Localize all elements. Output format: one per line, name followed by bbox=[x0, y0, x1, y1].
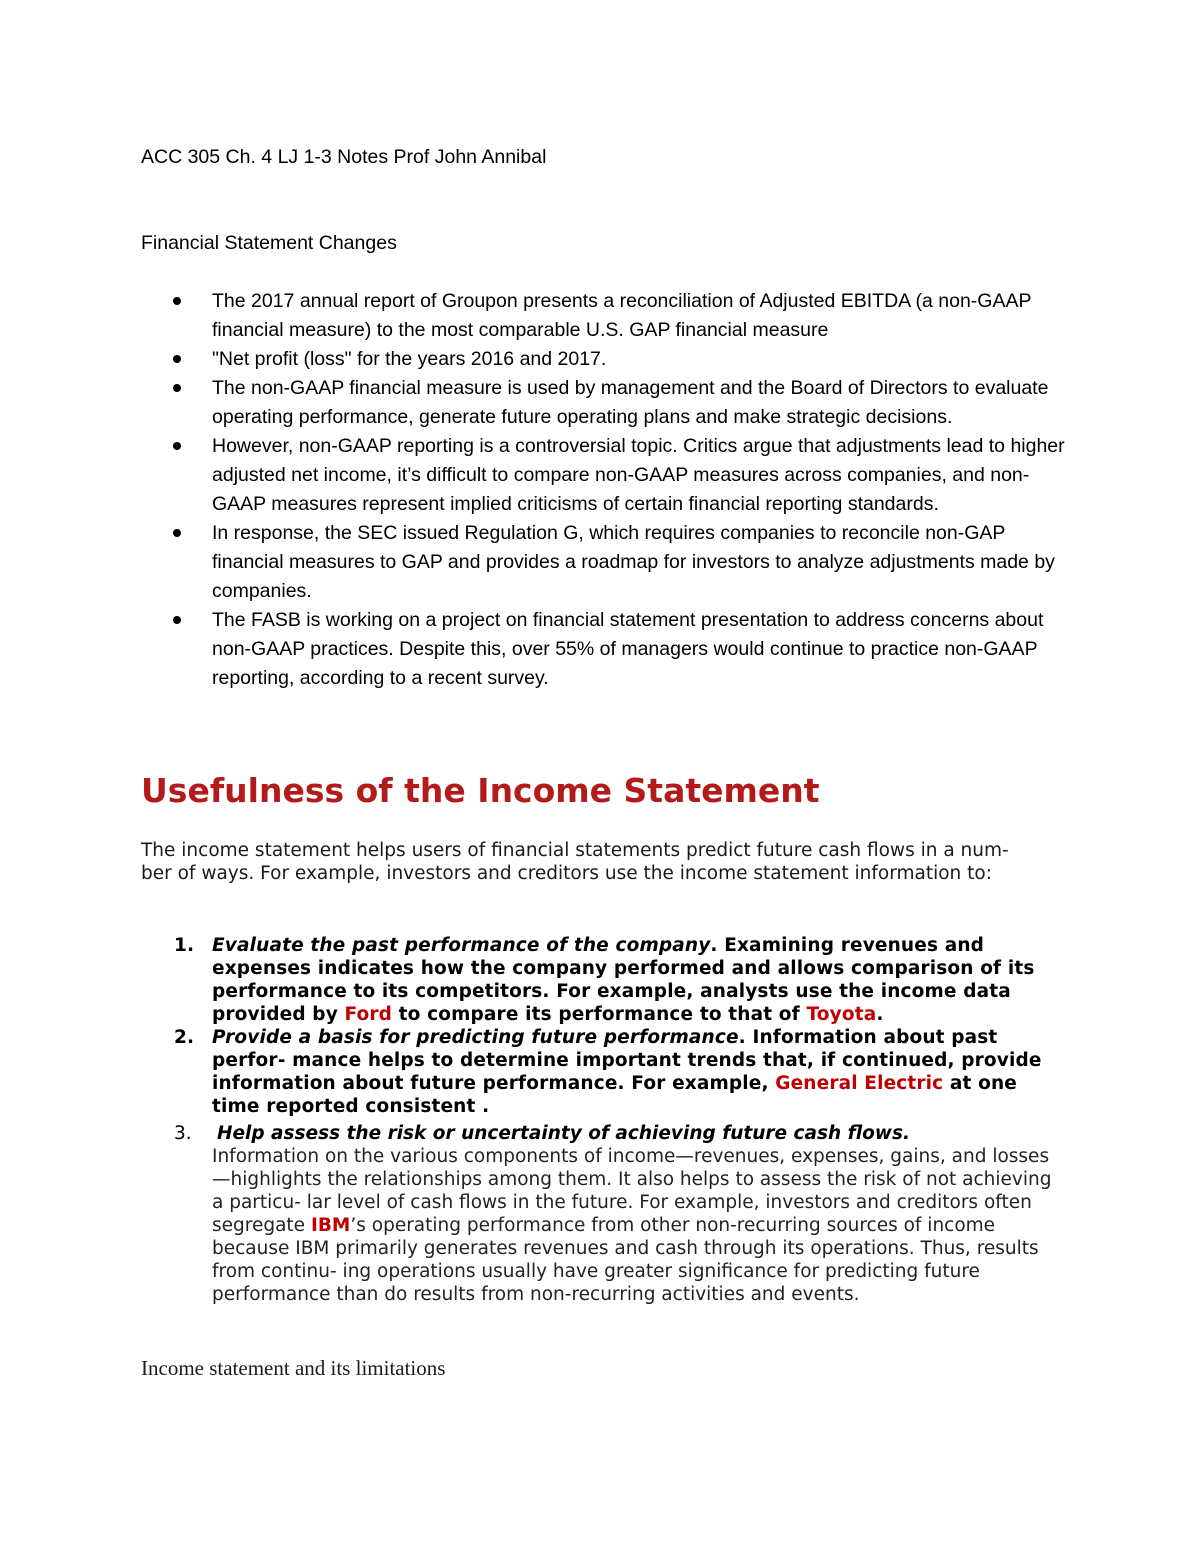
list-item bbox=[141, 432, 1071, 519]
list-item-text: In response, the SEC issued Regulation G, which requires companies to reconcile non-GAP financial measures to GAP and provides a roadmap for investors to analyze adjustments made by companies. bbox=[212, 522, 1055, 602]
section-label: Financial Statement Changes bbox=[141, 232, 397, 254]
list-item-text: The FASB is working on a project on financial statement presentation to address concerns about non-GAAP practices. Despite this, over 55% of managers would continue to practice non-GAAP reporting, according to a recent survey. bbox=[212, 609, 1044, 689]
item-text: . Information about past perfor- mance helps to determine important trends that, if continued, provide information about future performance. For example, bbox=[212, 1027, 1042, 1094]
item-number: 2. bbox=[174, 1027, 195, 1048]
list-item-text: The 2017 annual report of Groupon presents a reconciliation of Adjusted EBITDA (a non-GAAP financial measure) to the most comparable U.S. GAP financial measure bbox=[212, 290, 1032, 341]
closing-heading: Income statement and its limitations bbox=[141, 1356, 446, 1380]
numbered-item bbox=[141, 1122, 1061, 1306]
numbered-list bbox=[141, 934, 1061, 1306]
section-heading: Usefulness of the Income Statement bbox=[141, 771, 820, 810]
item-text: Information on the various components of income—revenues, expenses, gains, and losses—highlights the relationships among them. It also helps to assess the risk of not achieving a particu- lar level of cash flows in the future. For example, investors and creditors often segregate bbox=[212, 1146, 1052, 1236]
bullet-icon bbox=[173, 616, 181, 624]
numbered-item bbox=[141, 1026, 1061, 1118]
item-body bbox=[212, 1145, 1061, 1306]
list-item-text: However, non-GAAP reporting is a controversial topic. Critics argue that adjustments lead to higher adjusted net income, it’s difficult to compare non-GAAP measures across companies, and non-GAAP measures represent implied criticisms of certain financial reporting standards. bbox=[212, 435, 1065, 515]
item-lead: Evaluate the past performance of the company bbox=[212, 935, 711, 956]
item-number: 1. bbox=[174, 935, 195, 956]
item-text: . bbox=[876, 1004, 884, 1025]
bullet-icon bbox=[173, 355, 181, 363]
list-item bbox=[141, 374, 1071, 432]
list-item bbox=[141, 287, 1071, 345]
item-number: 3. bbox=[174, 1123, 192, 1144]
bullet-list bbox=[141, 287, 1071, 693]
intro-paragraph: The income statement helps users of financial statements predict future cash flows in a num- ber of ways. For example, investors and creditors use the income statement information to: bbox=[141, 840, 1009, 884]
item-text: ’s operating performance from other non-recurring sources of income because IBM primarily generates revenues and cash through its operations. Thus, results from continu- ing operations usually have greater significance for predicting future performance than do results from non-recurring activities and events. bbox=[212, 1215, 1039, 1305]
item-lead: Provide a basis for predicting future performance bbox=[212, 1027, 739, 1048]
company-link-ford[interactable]: Ford bbox=[344, 1004, 393, 1025]
item-lead: Help assess the risk or uncertainty of achieving future cash flows. bbox=[217, 1123, 911, 1144]
company-link-general-electric[interactable]: General Electric bbox=[775, 1073, 944, 1094]
bullet-icon bbox=[173, 297, 181, 305]
item-text: at one time reported consistent . bbox=[212, 1073, 1017, 1117]
numbered-item bbox=[141, 934, 1061, 1026]
company-link-ibm[interactable]: IBM bbox=[310, 1215, 351, 1236]
list-item bbox=[141, 345, 1071, 374]
item-text: to compare its performance to that of bbox=[392, 1004, 807, 1025]
document-title: ACC 305 Ch. 4 LJ 1-3 Notes Prof John Annibal bbox=[141, 146, 547, 168]
bullet-icon bbox=[173, 529, 181, 537]
list-item bbox=[141, 606, 1071, 693]
company-link-toyota[interactable]: Toyota bbox=[806, 1004, 877, 1025]
list-item-text: "Net profit (loss" for the years 2016 and 2017. bbox=[212, 348, 607, 370]
bullet-icon bbox=[173, 442, 181, 450]
list-item-text: The non-GAAP financial measure is used by management and the Board of Directors to evaluate operating performance, generate future operating plans and make strategic decisions. bbox=[212, 377, 1049, 428]
bullet-icon bbox=[173, 384, 181, 392]
list-item bbox=[141, 519, 1071, 606]
item-text: . Examining revenues and expenses indicates how the company performed and allows comparison of its performance to its competitors. For example, analysts use the income data provided by bbox=[212, 935, 1035, 1025]
